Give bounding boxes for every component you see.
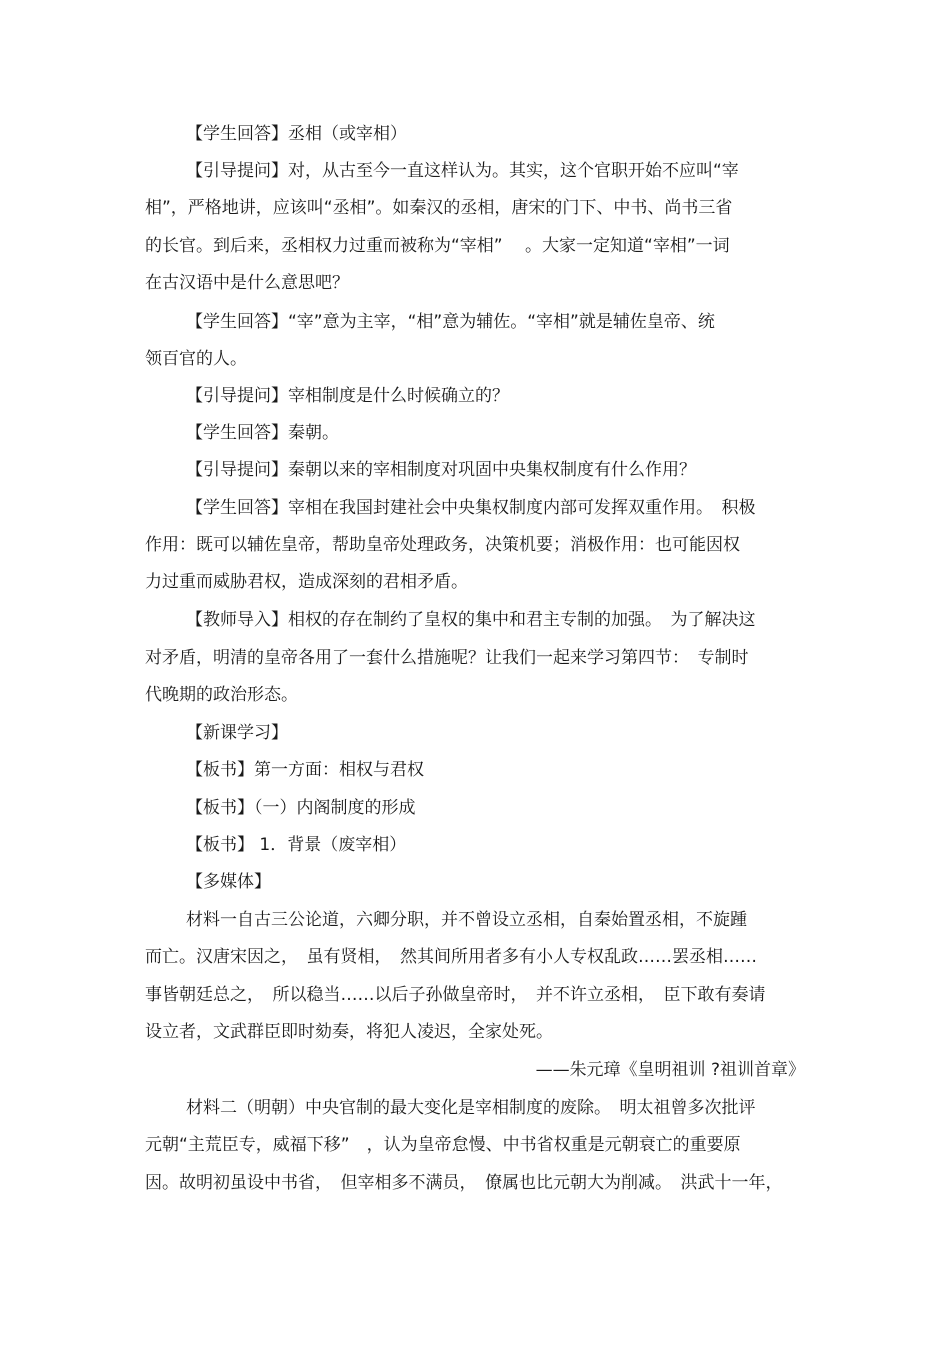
dialog-line: 的长官。到后来，丞相权力过重而被称为“宰相” 。大家一定知道“宰相”一词 — [145, 236, 730, 256]
material-line: 元朝“主荒臣专，威福下移” ，认为皇帝怠慢、中书省权重是元朝衰亡的重要原 — [145, 1135, 741, 1155]
multimedia-heading: 【多媒体】 — [186, 872, 271, 892]
dialog-line: 【引导提问】对，从古至今一直这样认为。其实，这个官职开始不应叫“宰 — [186, 161, 739, 181]
material-line: 材料一自古三公论道，六卿分职，并不曾设立丞相，自秦始置丞相，不旋踵 — [186, 910, 747, 930]
section-heading: 【新课学习】 — [186, 723, 288, 743]
material-line: 设立者，文武群臣即时劾奏，将犯人凌迟，全家处死。 — [145, 1022, 553, 1042]
dialog-line: 对矛盾，明清的皇帝各用了一套什么措施呢？让我们一起来学习第四节： 专制时 — [145, 648, 749, 668]
board-note: 【板书】 1．背景（废宰相） — [186, 835, 407, 855]
dialog-line: 【学生回答】“宰”意为主宰，“相”意为辅佐。“宰相”就是辅佐皇帝、统 — [186, 312, 715, 332]
dialog-line: 【引导提问】秦朝以来的宰相制度对巩固中央集权制度有什么作用？ — [186, 460, 696, 480]
board-note: 【板书】（一）内阁制度的形成 — [186, 798, 416, 818]
material-line: 材料二（明朝）中央官制的最大变化是宰相制度的废除。 明太祖曾多次批评 — [186, 1098, 756, 1118]
dialog-line: 代晚期的政治形态。 — [145, 685, 298, 705]
dialog-line: 力过重而威胁君权，造成深刻的君相矛盾。 — [145, 572, 468, 592]
material-line: 而亡。汉唐宋因之， 虽有贤相， 然其间所用者多有小人专权乱政……罢丞相…… — [145, 947, 757, 967]
dialog-line: 在古汉语中是什么意思吧？ — [145, 273, 349, 293]
board-note: 【板书】第一方面：相权与君权 — [186, 760, 424, 780]
dialog-line: 作用：既可以辅佐皇帝，帮助皇帝处理政务，决策机要；消极作用：也可能因权 — [145, 535, 740, 555]
dialog-line: 【学生回答】丞相（或宰相） — [186, 124, 407, 144]
dialog-line: 相”，严格地讲，应该叫“丞相”。如秦汉的丞相，唐宋的门下、中书、尚书三省 — [145, 198, 733, 218]
dialog-line: 【学生回答】宰相在我国封建社会中央集权制度内部可发挥双重作用。 积极 — [186, 498, 756, 518]
dialog-line: 【教师导入】相权的存在制约了皇权的集中和君主专制的加强。 为了解决这 — [186, 610, 756, 630]
dialog-line: 领百官的人。 — [145, 349, 247, 369]
material-line: 因。故明初虽设中书省， 但宰相多不满员， 僚属也比元朝大为削减。 洪武十一年， — [145, 1173, 783, 1193]
dialog-line: 【引导提问】宰相制度是什么时候确立的？ — [186, 386, 509, 406]
dialog-line: 【学生回答】秦朝。 — [186, 423, 339, 443]
material-line: 事皆朝廷总之， 所以稳当……以后子孙做皇帝时， 并不许立丞相， 臣下敢有奏请 — [145, 985, 766, 1005]
material-source: ——朱元璋《皇明祖训 ?祖训首章》 — [535, 1060, 805, 1080]
